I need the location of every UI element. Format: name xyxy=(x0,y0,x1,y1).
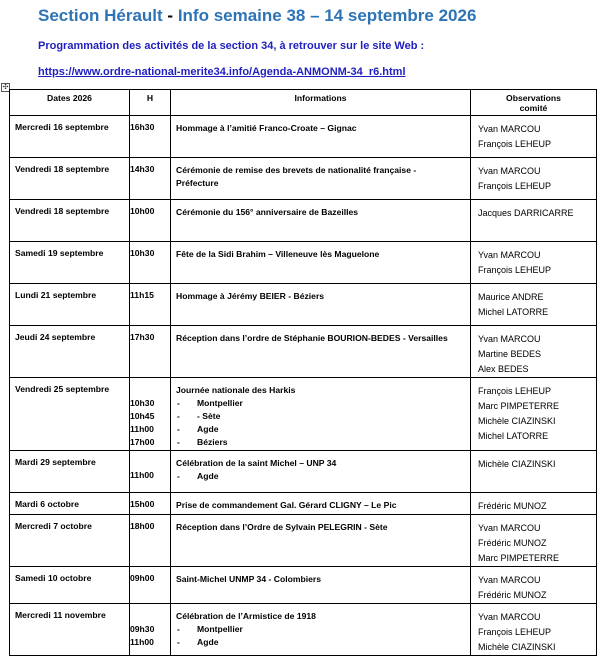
cell-observations xyxy=(471,451,597,493)
hour-value: 17h00 xyxy=(130,437,155,447)
cell-observations xyxy=(471,200,597,242)
cell-date: Samedi 10 octobre xyxy=(10,567,130,604)
table-move-handle-icon[interactable]: ✣ xyxy=(2,84,9,91)
list-bullet: - xyxy=(177,437,180,447)
cell-info xyxy=(171,604,471,656)
cell-info xyxy=(171,493,471,515)
title-section: Section Hérault xyxy=(38,6,163,25)
list-item-text: - Sète xyxy=(197,411,221,421)
agenda-table xyxy=(9,89,597,656)
cell-hour xyxy=(130,242,171,284)
list-item-text: Agde xyxy=(197,471,219,481)
cell-observations xyxy=(471,515,597,567)
observer-name: Alex BEDES xyxy=(478,364,529,374)
cell-date: Mardi 6 octobre xyxy=(10,493,130,515)
table-row xyxy=(10,284,597,326)
cell-info xyxy=(171,284,471,326)
info-text: Journée nationale des Harkis xyxy=(176,385,296,395)
observer-name: Michel LATORRE xyxy=(478,431,549,441)
observer-name: Frédéric MUNOZ xyxy=(478,538,547,548)
list-bullet: - xyxy=(177,637,180,647)
table-row xyxy=(10,451,597,493)
info-list-item xyxy=(176,397,466,410)
info-text: Réception dans l’ordre de Stéphanie BOURION-BEDES - Versailles xyxy=(176,333,448,343)
table-row xyxy=(10,515,597,567)
list-bullet: - xyxy=(177,624,180,634)
cell-date: Vendredi 18 septembre xyxy=(10,200,130,242)
cell-date: Mardi 29 septembre xyxy=(10,451,130,493)
cell-hour xyxy=(130,378,171,451)
observer-name: Yvan MARCOU xyxy=(478,124,541,134)
cell-hour xyxy=(130,200,171,242)
hour-value: 11h00 xyxy=(130,470,154,480)
cell-info xyxy=(171,116,471,158)
hour-value: 15h00 xyxy=(130,499,155,509)
cell-hour xyxy=(130,116,171,158)
info-list-item xyxy=(176,410,466,423)
info-text: Célébration de la saint Michel – UNP 34 xyxy=(176,458,337,468)
cell-hour xyxy=(130,515,171,567)
hour-value: 09h00 xyxy=(130,573,155,583)
info-list-item xyxy=(176,623,466,636)
list-item-text: Montpellier xyxy=(197,398,243,408)
hour-value: 10h00 xyxy=(130,206,155,216)
observer-name: François LEHEUP xyxy=(478,265,552,275)
cell-observations xyxy=(471,158,597,200)
table-row xyxy=(10,158,597,200)
header-info: Informations xyxy=(171,90,471,116)
cell-hour xyxy=(130,493,171,515)
cell-hour xyxy=(130,604,171,656)
cell-hour xyxy=(130,326,171,378)
info-text: Cérémonie du 156° anniversaire de Bazeilles xyxy=(176,207,359,217)
observer-name: François LEHEUP xyxy=(478,386,552,396)
list-item-text: Béziers xyxy=(197,437,228,447)
info-text: Prise de commandement Gal. Gérard CLIGNY – Le Pic xyxy=(176,500,397,510)
cell-observations xyxy=(471,567,597,604)
hour-value: 10h30 xyxy=(130,248,155,258)
observer-name: Michèle CIAZINSKI xyxy=(478,416,556,426)
info-text: Hommage à Jérémy BEIER - Béziers xyxy=(176,291,325,301)
header-obs-line2: comité xyxy=(519,103,548,113)
observer-name: Yvan MARCOU xyxy=(478,523,541,533)
cell-info xyxy=(171,158,471,200)
cell-info xyxy=(171,515,471,567)
info-text: Fête de la Sidi Brahim – Villeneuve lès Maguelone xyxy=(176,249,380,259)
page-title xyxy=(38,6,476,26)
observer-name: Yvan MARCOU xyxy=(478,250,541,260)
cell-date: Vendredi 18 septembre xyxy=(10,158,130,200)
cell-hour xyxy=(130,451,171,493)
header-date: Dates 2026 xyxy=(10,90,130,116)
cell-date: Vendredi 25 septembre xyxy=(10,378,130,451)
cell-date: Samedi 19 septembre xyxy=(10,242,130,284)
table-row xyxy=(10,200,597,242)
table-row xyxy=(10,242,597,284)
cell-hour xyxy=(130,567,171,604)
cell-observations xyxy=(471,284,597,326)
info-text: Cérémonie de remise des brevets de nationalité française - xyxy=(176,165,417,175)
observer-name: Michel LATORRE xyxy=(478,307,549,317)
info-list-item xyxy=(176,470,466,483)
observer-name: Marc PIMPETERRE xyxy=(478,401,560,411)
info-text: Réception dans l’Ordre de Sylvain PELEGRIN - Sète xyxy=(176,522,388,532)
cell-date: Mercredi 7 octobre xyxy=(10,515,130,567)
cell-observations xyxy=(471,604,597,656)
observer-name: Yvan MARCOU xyxy=(478,166,541,176)
table-row xyxy=(10,378,597,451)
hour-value: 10h45 xyxy=(130,411,155,421)
header-obs-line1: Observations xyxy=(506,93,561,103)
info-text: Saint-Michel UNMP 34 - Colombiers xyxy=(176,574,322,584)
cell-date: Lundi 21 septembre xyxy=(10,284,130,326)
cell-info xyxy=(171,378,471,451)
observer-name: Michèle CIAZINSKI xyxy=(478,459,556,469)
list-item-text: Agde xyxy=(197,637,219,647)
title-separator: - xyxy=(162,6,178,25)
header-obs xyxy=(471,90,597,116)
observer-name: Frédéric MUNOZ xyxy=(478,501,547,511)
hour-value: 16h30 xyxy=(130,122,155,132)
hour-value: 17h30 xyxy=(130,332,155,342)
observer-name: Martine BEDES xyxy=(478,349,542,359)
hour-value: 10h30 xyxy=(130,398,155,408)
observer-name: Maurice ANDRE xyxy=(478,292,544,302)
header-hour: H xyxy=(130,90,171,116)
cell-observations xyxy=(471,493,597,515)
observer-name: Yvan MARCOU xyxy=(478,612,541,622)
cell-info xyxy=(171,326,471,378)
info-list-item xyxy=(176,636,466,649)
hour-value: 11h15 xyxy=(130,290,154,300)
hour-value: 09h30 xyxy=(130,624,155,634)
list-item-text: Agde xyxy=(197,424,219,434)
cell-info xyxy=(171,200,471,242)
list-bullet: - xyxy=(177,411,180,421)
observer-name: Michèle CIAZINSKI xyxy=(478,642,556,652)
observer-name: Yvan MARCOU xyxy=(478,334,541,344)
observer-name: François LEHEUP xyxy=(478,181,552,191)
info-text: Préfecture xyxy=(176,178,219,188)
list-item-text: Montpellier xyxy=(197,624,243,634)
list-bullet: - xyxy=(177,471,180,481)
observer-name: Yvan MARCOU xyxy=(478,575,541,585)
table-row xyxy=(10,493,597,515)
cell-hour xyxy=(130,158,171,200)
cell-observations xyxy=(471,378,597,451)
info-text: Hommage à l’amitié Franco-Croate – Gignac xyxy=(176,123,357,133)
hour-value: 18h00 xyxy=(130,521,155,531)
cell-observations xyxy=(471,242,597,284)
agenda-link[interactable]: https://www.ordre-national-merite34.info/Agenda-ANMONM-34_r6.html xyxy=(38,66,406,78)
info-list-item xyxy=(176,436,466,449)
observer-name: Frédéric MUNOZ xyxy=(478,590,547,600)
info-text: Célébration de l’Armistice de 1918 xyxy=(176,611,316,621)
observer-name: Marc PIMPETERRE xyxy=(478,553,560,563)
table-row xyxy=(10,326,597,378)
table-row xyxy=(10,567,597,604)
hour-value: 11h00 xyxy=(130,637,154,647)
observer-name: Jacques DARRICARRE xyxy=(478,208,574,218)
list-bullet: - xyxy=(177,398,180,408)
observer-name: François LEHEUP xyxy=(478,139,552,149)
info-list-item xyxy=(176,423,466,436)
cell-hour xyxy=(130,284,171,326)
observer-name: François LEHEUP xyxy=(478,627,552,637)
cell-info xyxy=(171,242,471,284)
cell-date: Mercredi 16 septembre xyxy=(10,116,130,158)
title-info: Info semaine 38 – 14 septembre 2026 xyxy=(177,6,477,25)
hour-value: 14h30 xyxy=(130,164,155,174)
table-row xyxy=(10,604,597,656)
subtitle: Programmation des activités de la section 34, à retrouver sur le site Web : xyxy=(38,40,425,52)
table-row xyxy=(10,116,597,158)
cell-info xyxy=(171,451,471,493)
table-header-row xyxy=(10,90,597,116)
hour-value: 11h00 xyxy=(130,424,154,434)
list-bullet: - xyxy=(177,424,180,434)
cell-info xyxy=(171,567,471,604)
cell-observations xyxy=(471,326,597,378)
cell-date: Mercredi 11 novembre xyxy=(10,604,130,656)
cell-observations xyxy=(471,116,597,158)
cell-date: Jeudi 24 septembre xyxy=(10,326,130,378)
